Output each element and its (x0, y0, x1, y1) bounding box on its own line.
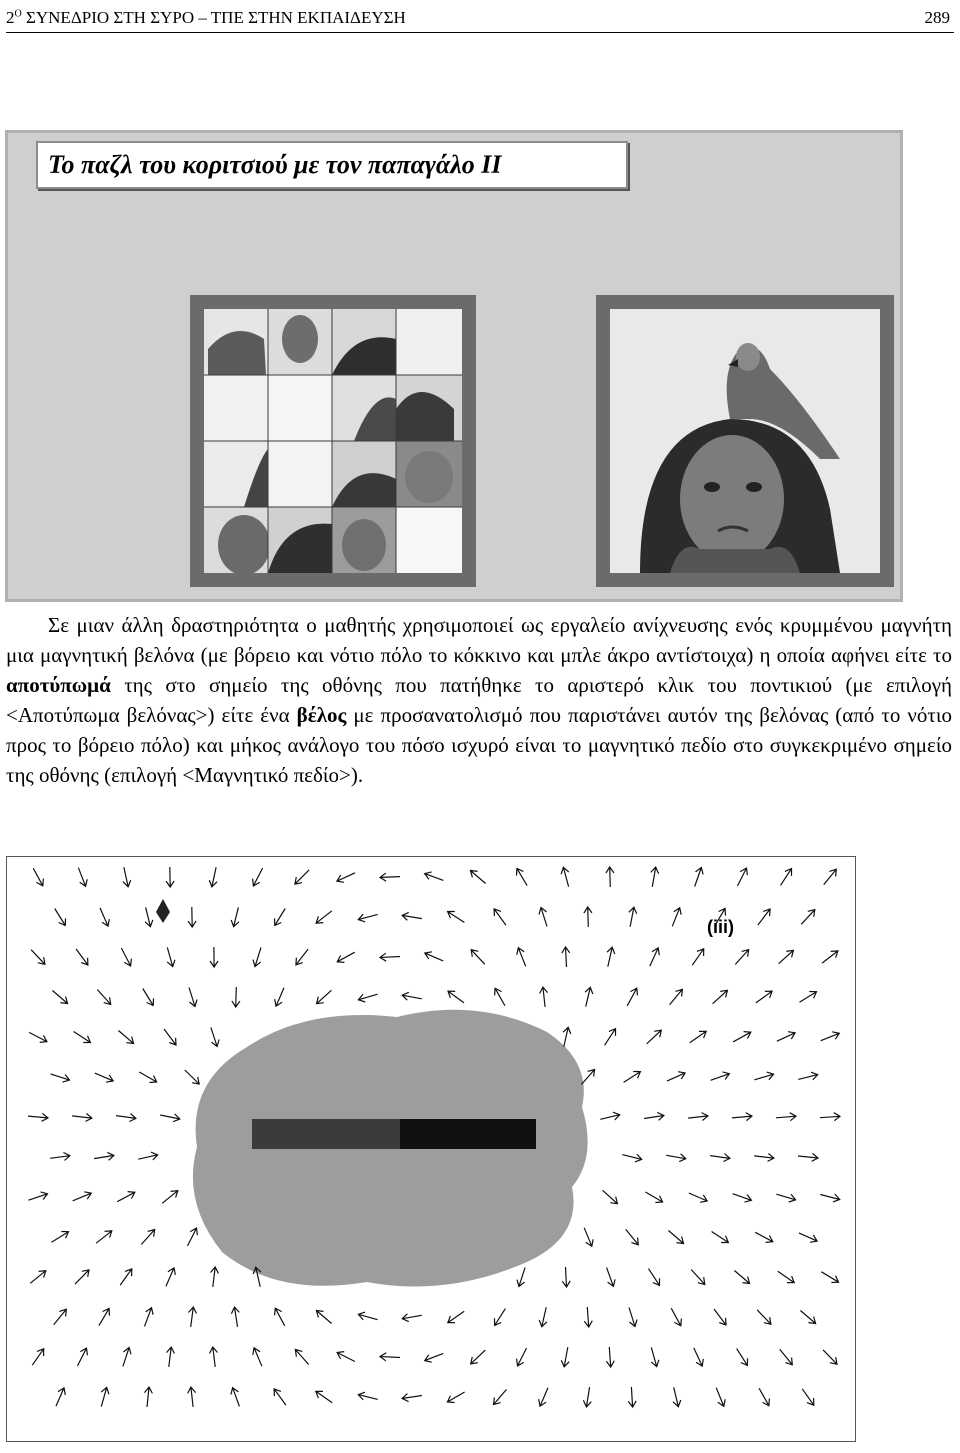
field-arrow (402, 1394, 422, 1402)
field-arrow (78, 868, 87, 887)
field-arrow (189, 1307, 197, 1327)
field-arrow (734, 1271, 749, 1284)
field-arrow (253, 947, 261, 966)
field-arrow (97, 990, 110, 1005)
field-arrow (688, 1113, 708, 1121)
magnetic-field-figure (6, 856, 856, 1442)
field-arrow (651, 1347, 659, 1366)
field-arrow (188, 1387, 196, 1407)
field-arrow (51, 1074, 70, 1082)
field-arrow (690, 1031, 706, 1042)
field-arrow (798, 1072, 817, 1080)
field-arrow (316, 911, 332, 923)
field-arrow (72, 1114, 92, 1122)
field-arrow (584, 907, 592, 927)
field-arrow (584, 1307, 592, 1327)
field-arrow (295, 1350, 308, 1365)
field-arrow (495, 1309, 506, 1326)
field-arrow (316, 1391, 332, 1402)
field-arrow (563, 1027, 571, 1046)
field-arrow (95, 1073, 113, 1082)
field-arrow (822, 951, 838, 963)
field-arrow (116, 1114, 136, 1122)
field-arrow (210, 1347, 218, 1367)
field-arrow (145, 907, 153, 926)
field-arrow (141, 1230, 154, 1245)
field-arrow (712, 1232, 729, 1243)
field-arrow (757, 1310, 771, 1324)
field-arrow (517, 1348, 527, 1366)
field-arrow (96, 1231, 112, 1243)
field-arrow (713, 990, 728, 1003)
field-arrow (274, 1389, 286, 1405)
puzzle-title: Το παζλ του κοριτσιού με τον παπαγάλο ΙΙ (36, 141, 628, 189)
field-arrow (402, 1314, 422, 1322)
field-arrow (210, 947, 218, 967)
field-arrow (117, 1192, 135, 1202)
field-arrow (188, 1228, 198, 1246)
field-arrow (802, 1389, 814, 1405)
field-arrow (295, 870, 309, 884)
field-arrow (626, 1229, 639, 1245)
field-arrow (585, 987, 593, 1006)
field-arrow (402, 912, 422, 920)
field-arrow (673, 1387, 681, 1406)
field-arrow (561, 867, 569, 886)
header-rest: ΣΥΝΕΔΡΙΟ ΣΤΗ ΣΥΡΟ – ΤΠΕ ΣΤΗΝ ΕΚΠΑΙΔΕΥΣΗ (21, 8, 406, 27)
field-arrow (380, 953, 400, 961)
field-arrow (139, 1072, 156, 1083)
field-arrow (600, 1112, 619, 1120)
field-arrow (606, 867, 614, 887)
field-arrow (651, 867, 659, 887)
field-arrow (695, 868, 703, 887)
paragraph-text-1: Σε μιαν άλλη δραστηριότητα ο μαθητής χρησιμοποιεί ως εργαλείο ανίχνευσης ενός κρυμμένου μαγνήτη μια μαγνητική βελόνα (με βόρειο και νότιο πόλο το κόκκινο και μπλε άκρο αντίστοιχα) η οποία αφήνει είτε το (6, 613, 952, 667)
field-arrow (714, 1309, 726, 1325)
field-arrow (647, 1030, 662, 1044)
field-arrow (101, 1387, 109, 1406)
field-arrow (209, 867, 217, 887)
field-arrow (232, 987, 240, 1007)
field-arrow (668, 1231, 683, 1244)
field-arrow (821, 1032, 840, 1041)
field-arrow (624, 1072, 641, 1083)
field-arrow (671, 1308, 681, 1326)
field-arrow (470, 871, 485, 884)
magnet-north-half (400, 1119, 536, 1149)
field-arrow (756, 991, 772, 1003)
field-arrow (425, 1353, 444, 1362)
field-arrow (824, 869, 837, 885)
page-number: 289 (924, 8, 950, 27)
field-arrow (76, 949, 88, 965)
field-arrow (52, 991, 67, 1004)
field-arrow (253, 868, 263, 886)
field-arrow (603, 1190, 618, 1203)
field-arrow (160, 1114, 180, 1122)
field-arrow (735, 950, 748, 965)
field-arrow (732, 1113, 752, 1121)
field-arrow (645, 1192, 662, 1203)
field-arrow (754, 1072, 773, 1080)
field-arrow (94, 1152, 114, 1160)
field-arrow (31, 950, 45, 965)
field-arrow (29, 1032, 47, 1042)
field-arrow (562, 1267, 570, 1287)
field-arrow (402, 992, 422, 1000)
field-arrow (275, 909, 286, 926)
tile-row-1 (204, 375, 462, 441)
field-arrow (758, 909, 770, 925)
field-arrow (494, 1389, 507, 1404)
target-image (596, 295, 894, 587)
field-arrow (711, 1072, 730, 1080)
header-title (6, 8, 406, 28)
field-arrow (759, 1388, 769, 1405)
field-arrow (755, 1232, 773, 1242)
field-arrow (74, 1032, 91, 1043)
field-arrow (166, 1268, 175, 1286)
field-arrow (823, 1350, 837, 1364)
field-arrow (425, 952, 443, 961)
field-arrow (253, 1348, 262, 1366)
field-arrow (800, 1311, 815, 1324)
puzzle-grid (204, 309, 462, 573)
field-arrow (716, 1388, 725, 1407)
field-arrow (644, 1112, 664, 1120)
field-arrow (692, 949, 703, 965)
field-arrow (562, 947, 570, 967)
field-arrow (821, 1272, 838, 1283)
field-arrow (517, 948, 526, 967)
field-arrow (211, 1267, 219, 1287)
field-arrow (495, 988, 505, 1005)
field-arrow (316, 1311, 331, 1324)
field-arrow (317, 990, 332, 1003)
field-arrow (628, 1387, 636, 1407)
field-arrow (448, 912, 465, 923)
puzzle-board (190, 295, 476, 587)
field-arrow (781, 869, 792, 886)
body-paragraph (6, 610, 952, 790)
field-arrow (799, 1233, 817, 1242)
field-arrow (358, 1392, 377, 1400)
field-arrow (606, 1347, 614, 1367)
field-arrow (50, 1153, 70, 1161)
paragraph-bold-1: αποτύπωμά (6, 673, 111, 697)
field-arrow (754, 1154, 774, 1162)
field-arrow (358, 914, 377, 922)
field-arrow (358, 1312, 377, 1320)
field-arrow (166, 867, 174, 887)
field-arrow (471, 1350, 486, 1364)
field-arrow (28, 1113, 48, 1121)
field-arrow (275, 988, 284, 1006)
field-arrow (167, 947, 175, 966)
field-arrow (820, 1113, 840, 1121)
field-arrow (670, 989, 683, 1004)
header-prefix: 2 (6, 8, 15, 27)
field-arrow (231, 907, 239, 926)
field-arrow (29, 1192, 48, 1200)
field-arrow (494, 909, 506, 925)
field-arrow (672, 908, 681, 927)
field-arrow (296, 949, 308, 965)
field-arrow (666, 1154, 686, 1162)
field-arrow (185, 1070, 199, 1084)
field-arrow (231, 1307, 239, 1327)
field-arrow (56, 1388, 65, 1406)
field-arrow (189, 988, 197, 1007)
field-arrow (517, 1268, 525, 1287)
field-arrow (694, 1348, 704, 1366)
field-arrow (138, 1152, 157, 1160)
field-arrow (123, 867, 131, 887)
field-arrow (162, 1191, 178, 1204)
field-arrow (779, 950, 794, 963)
field-arrow (78, 1348, 88, 1366)
field-arrow (583, 1387, 591, 1407)
field-arrow (143, 989, 154, 1006)
field-arrow (425, 872, 444, 881)
field-arrow (32, 1349, 43, 1365)
field-arrow (167, 1347, 175, 1367)
field-arrow (539, 1307, 547, 1326)
field-canvas (7, 857, 855, 1441)
tile-row-2 (204, 441, 462, 507)
field-arrow (689, 1193, 707, 1202)
field-arrow (540, 987, 548, 1007)
field-arrow (33, 868, 43, 886)
field-arrow (561, 1347, 569, 1367)
field-arrow (780, 1349, 793, 1365)
field-arrow (650, 948, 660, 966)
field-arrow (337, 952, 355, 962)
paragraph-text-3: με προσανατολισμό που παριστάνει αυτόν της βελόνας (από το νότιο προς το βόρειο πόλο) και μήκος ανάλογο του πόσο ισχυρό είναι το μαγνητικό πεδίο στο συγκεκριμένο σημείο της οθόνης (επιλογή <Μαγνητικό πεδίο>). (6, 703, 952, 787)
field-arrow (471, 950, 485, 965)
puzzle-figure (5, 130, 903, 602)
running-header (6, 4, 954, 33)
field-arrow (778, 1271, 794, 1282)
field-arrow (188, 907, 196, 927)
field-arrow (800, 992, 817, 1003)
field-arrow (798, 1153, 818, 1161)
field-arrow (607, 947, 615, 967)
field-arrow (358, 994, 377, 1002)
needle-imprint (156, 899, 170, 923)
field-arrow (710, 1154, 730, 1162)
field-arrow (275, 1308, 285, 1326)
field-arrow (448, 1311, 464, 1322)
field-arrow (118, 1031, 133, 1044)
field-arrow (667, 1072, 685, 1081)
field-arrow (75, 1270, 89, 1284)
field-arrow (738, 868, 748, 886)
field-arrow (447, 1392, 464, 1403)
field-arrow (801, 910, 815, 925)
field-arrow (539, 908, 547, 927)
field-arrow (820, 1194, 839, 1202)
field-arrow (145, 1308, 154, 1327)
field-arrow (607, 1268, 616, 1287)
field-arrow (144, 1387, 152, 1407)
field-arrow (30, 1271, 46, 1284)
field-arrow (776, 1194, 795, 1202)
tile-row-0 (204, 309, 462, 375)
field-arrow (605, 1029, 616, 1046)
field-arrow (629, 907, 637, 927)
field-arrow (100, 908, 109, 926)
field-arrow (337, 873, 355, 883)
field-arrow (164, 1029, 176, 1045)
paragraph-text-2: της στο σημείο της οθόνης που πατήθηκε το αριστερό κλικ του ποντικιού (με επιλογή <Αποτύπωμα βελόνας>) είτε ένα (6, 673, 952, 727)
field-arrow (231, 1388, 240, 1407)
field-arrow (448, 991, 464, 1003)
field-arrow (120, 1269, 132, 1285)
field-arrow (733, 1032, 751, 1042)
field-arrow (539, 1388, 548, 1406)
magnet-south-half (252, 1119, 400, 1149)
field-arrow (776, 1113, 796, 1121)
field-arrow (52, 1232, 69, 1243)
field-arrow (55, 909, 66, 926)
girl-parrot-photo (610, 309, 880, 573)
field-arrow (581, 1070, 594, 1085)
field-arrow (211, 1028, 219, 1047)
field-arrow (629, 1308, 637, 1327)
field-arrow (380, 1353, 400, 1361)
field-arrow (337, 1352, 355, 1362)
field-arrow (380, 873, 400, 881)
field-arrow (691, 1270, 705, 1285)
field-arrow (584, 1228, 593, 1246)
field-arrow (622, 1154, 641, 1162)
field-arrow (54, 1309, 67, 1325)
field-arrow (649, 1269, 660, 1286)
figure-label: (iii) (707, 917, 734, 937)
field-arrow (73, 1192, 92, 1201)
header-sup: O (14, 8, 22, 20)
field-arrow (777, 1032, 795, 1042)
field-arrow (99, 1308, 110, 1325)
tile-row-3 (204, 507, 462, 573)
field-arrow (733, 1194, 752, 1202)
field-arrow (123, 1348, 131, 1367)
field-arrow (737, 1349, 748, 1366)
paragraph-bold-2: βέλος (296, 703, 347, 727)
field-arrow (121, 948, 131, 966)
field-arrow (627, 988, 637, 1006)
field-arrow (517, 868, 528, 885)
